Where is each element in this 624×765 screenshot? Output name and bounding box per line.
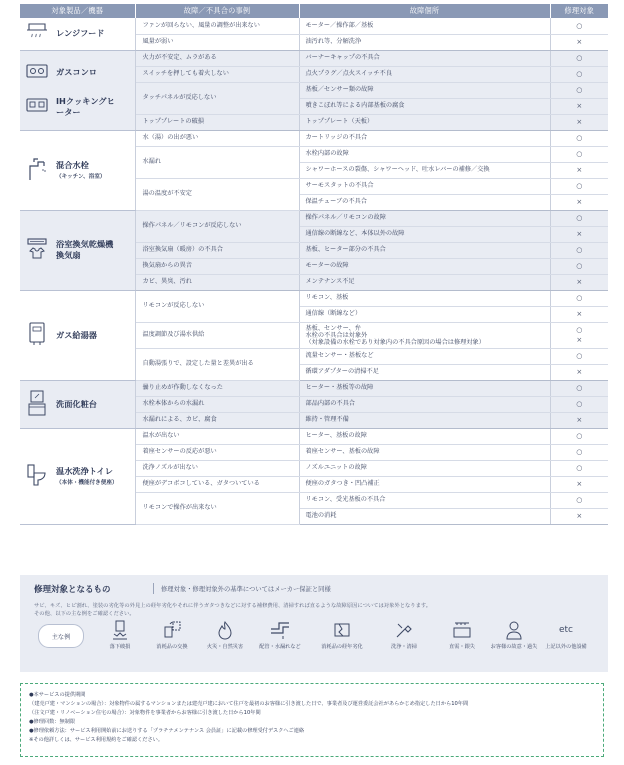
part-cell: 操作パネル／リモコンの故障 [299, 210, 550, 226]
repair-target-table [20, 4, 608, 525]
part-line-1: 基板、センサー、弁 [305, 324, 361, 332]
scope-item [195, 619, 255, 651]
issue-cell: 操作パネル／リモコンが反応しない [135, 210, 299, 242]
target-mark: × [550, 364, 608, 380]
notes-line: ●本サービスの提供期間 [29, 692, 86, 698]
issue-cell: 風量が弱い [135, 34, 299, 50]
product-name: 温水洗浄トイレ [56, 465, 113, 476]
target-mark: ○ [550, 492, 608, 508]
part-cell: 水栓内部の故障 [299, 146, 550, 162]
part-cell: バーナーキャップの不具合 [299, 50, 550, 66]
notes-line: ●修理依頼方法：サービス利用開始前にお送りする「プラチナメンテナンス 会員証」に記載の修理受付デスクへご連絡 [29, 728, 305, 734]
part-cell: ヒーター、基板の故障 [299, 428, 550, 444]
scope-item [90, 619, 150, 651]
header-target: 修理対象 [550, 4, 608, 18]
target-mark: ○ [550, 380, 608, 396]
product-gas-stove-ih [20, 50, 135, 130]
target-mark: × [550, 34, 608, 50]
part-cell: 電池の消耗 [299, 508, 550, 524]
part-cell: メンテナンス不足 [299, 274, 550, 290]
scope-item-label: 火災・自然災害 [206, 644, 244, 650]
etc-icon: etc [558, 625, 573, 635]
consumable-swap-icon [161, 619, 183, 641]
target-mark: ○ [550, 146, 608, 162]
notes-line: （注文戸建・リノベーション住宅の場合）：対象物件を事業者からお客様に引き渡した日から10年間 [29, 710, 261, 716]
issue-cell: 換気扇からの異音 [135, 258, 299, 274]
issue-cell: 温水が出ない [135, 428, 299, 444]
product-name: 混合水栓 [56, 159, 89, 170]
issue-cell: 水漏れ [135, 146, 299, 178]
part-line-2: 水栓の不具合は対象外 [305, 331, 368, 339]
water-heater-icon [26, 321, 48, 350]
issue-cell: ファンが回らない、風量の調整が出来ない [135, 18, 299, 34]
part-cell: 基板／センサー類の故障 [299, 82, 550, 98]
scope-item-label: 落下破損 [109, 644, 131, 650]
scope-item [250, 619, 310, 651]
part-cell: 流量センサー・基板など [299, 348, 550, 364]
header-product: 対象製品／機器 [20, 4, 135, 18]
scope-item [142, 619, 202, 651]
pipe-leak-icon [269, 619, 291, 641]
target-mark: ○ [550, 242, 608, 258]
part-cell: 部品内部の不具合 [299, 396, 550, 412]
part-cell: モーターの故障 [299, 258, 550, 274]
gas-stove-icon [26, 63, 48, 82]
part-cell: モーター／操作部／基板 [299, 18, 550, 34]
scope-description: サビ、キズ、ヒビ割れ、塗装の劣化等の外見上の経年劣化やそれに伴うガタつきなどに対する補修費用、清掃すれば直るような故障原因については対象外となります。 [34, 603, 432, 609]
target-mark: ○ [550, 130, 608, 146]
part-cell: 通信線の断線など、本体以外の故障 [299, 226, 550, 242]
part-cell: シャワーホースの裂傷、シャワーヘッド、吐水レバーの補修／交換 [299, 162, 550, 178]
product-bath-dryer [20, 210, 135, 290]
scope-item [374, 619, 434, 651]
header-issue: 故障／不具合の事例 [135, 4, 299, 18]
part-cell: カートリッジの不具合 [299, 130, 550, 146]
customer-fault-icon [503, 619, 525, 641]
product-faucet [20, 130, 135, 210]
vanity-icon [26, 389, 48, 420]
part-cell: リモコン、基板 [299, 290, 550, 306]
scope-item [484, 619, 544, 651]
scope-item [312, 619, 372, 651]
issue-cell: リモコンが反応しない [135, 290, 299, 322]
target-mark: × [550, 226, 608, 242]
product-toilet [20, 428, 135, 524]
issue-cell: リモコンで操作が出来ない [135, 492, 299, 524]
issue-cell: 水栓本体からの水漏れ [135, 396, 299, 412]
scope-title: 修理対象となるもの [34, 585, 111, 595]
scope-item-label: 直需・銀失 [449, 644, 475, 650]
notes-line: （建売戸建・マンションの場合）：対象物件の属するマンションまたは建売戸建において住戸を最初のお客様に引き渡した日で、事業者及び運営委託会社があらかじめ指定した日から10年間 [29, 701, 469, 707]
toilet-icon [26, 462, 48, 491]
product-name: ガスコンロ [56, 66, 97, 77]
part-cell: 着座センサー、基板の故障 [299, 444, 550, 460]
part-cell: サーモスタットの不具合 [299, 178, 550, 194]
part-cell: 基板、ヒーター部分の不具合 [299, 242, 550, 258]
product-name: 浴室換気乾燥機 [56, 239, 114, 249]
part-cell [299, 322, 550, 348]
target-mark: ○ [550, 348, 608, 364]
target-mark: ○ [550, 210, 608, 226]
issue-cell: 便座がデコボコしている、ガタついている [135, 476, 299, 492]
issue-cell: 浴室換気扇（暖房）の不具合 [135, 242, 299, 258]
product-water-heater [20, 290, 135, 380]
faucet-icon [26, 156, 48, 185]
repair-scope-panel [20, 575, 608, 672]
part-line-3: （対象設備の水栓であり対象内の不具合原因の場合は修理対象） [305, 338, 485, 346]
issue-cell: 湯の温度が不安定 [135, 178, 299, 210]
part-cell: 維持・管理不備 [299, 412, 550, 428]
target-mark: ○ [550, 66, 608, 82]
product-range-hood [20, 18, 135, 50]
target-mark [550, 322, 608, 348]
part-cell: トッププレート（天板） [299, 114, 550, 130]
part-cell: 保温チューブの不具合 [299, 194, 550, 210]
scope-item [536, 619, 596, 651]
aging-wear-icon [331, 619, 353, 641]
notes-line: ※その他詳しくは、サービス利用規約をご確認ください。 [29, 737, 164, 743]
scope-item [432, 619, 492, 651]
scope-item-label: 洗浄・清掃 [391, 644, 417, 650]
issue-cell: トッププレートの破損 [135, 114, 299, 130]
scope-divider [153, 583, 154, 594]
bath-dryer-icon [26, 237, 48, 264]
product-name: レンジフード [56, 28, 105, 39]
target-mark: × [550, 98, 608, 114]
issue-cell: 水（湯）の出が悪い [135, 130, 299, 146]
range-hood-icon [26, 22, 48, 45]
issue-cell: 火力が不安定、ムラがある [135, 50, 299, 66]
fire-disaster-icon [214, 619, 236, 641]
part-cell: ノズルユニットの故障 [299, 460, 550, 476]
product-vanity [20, 380, 135, 428]
target-mark: ○ [550, 444, 608, 460]
scope-item-label: 上記以外の他設備 [545, 644, 587, 650]
product-sub: （本体・機能付き便座） [56, 479, 118, 486]
product-sub: （キッチン、浴室） [56, 173, 106, 180]
part-cell: ヒーター・基板等の故障 [299, 380, 550, 396]
header-part: 故障個所 [299, 4, 550, 18]
part-cell: 通信線（断線など） [299, 306, 550, 322]
target-mark: × [550, 114, 608, 130]
scope-description-2: その他、以下の主な例をご確認ください。 [34, 611, 135, 617]
part-cell: 噴きこぼれ等による内部基板の腐食 [299, 98, 550, 114]
product-name-b: 換気扇 [56, 250, 81, 260]
target-mark: × [550, 162, 608, 178]
scope-title-note: 修理対象・修理対象外の基準についてはメーカー保証と同様 [161, 586, 331, 593]
target-mark: × [550, 306, 608, 322]
service-notes [20, 683, 604, 757]
target-mark: ○ [550, 396, 608, 412]
product-name: 洗面化粧台 [56, 398, 97, 409]
ih-cooktop-icon [26, 97, 48, 116]
scope-item-label: お客様の故意・過失 [490, 644, 538, 650]
cleaning-tools-icon [393, 619, 415, 641]
notes-line: ●修理回数：無制限 [29, 719, 76, 725]
part-cell: 点火プラグ／点火スイッチ不良 [299, 66, 550, 82]
issue-cell: 温度調節及び湯水供給 [135, 322, 299, 348]
issue-cell: タッチパネルが反応しない [135, 82, 299, 114]
target-mark: ○ [550, 258, 608, 274]
part-cell: リモコン、受光基板の不具合 [299, 492, 550, 508]
part-cell: 便座のガタつき・凹凸補正 [299, 476, 550, 492]
target-mark: ○ [550, 50, 608, 66]
issue-cell: 自動湯張りで、設定した量と差異が出る [135, 348, 299, 380]
issue-cell: 曇り止めが作動しなくなった [135, 380, 299, 396]
drop-damage-icon [109, 619, 131, 641]
target-mark: × [550, 412, 608, 428]
installation-icon [451, 619, 473, 641]
product-name-2: IHクッキングヒーター [56, 95, 115, 117]
scope-item-label: 消耗品の交換 [156, 644, 188, 650]
issue-cell: 着座センサーの反応が悪い [135, 444, 299, 460]
issue-cell: 水漏れによる、カビ、腐食 [135, 412, 299, 428]
target-mark: ○ [550, 460, 608, 476]
scope-item-label: 配管・水漏れなど [259, 644, 301, 650]
target-mark: ○ [550, 290, 608, 306]
scope-item-label: 消耗品の経年劣化 [321, 644, 363, 650]
target-mark: × [550, 194, 608, 210]
part-cell: 循環アダプターの清掃不足 [299, 364, 550, 380]
examples-badge: 主な例 [38, 624, 84, 648]
issue-cell: スイッチを押しても着火しない [135, 66, 299, 82]
part-cell: 油汚れ等、分解洗浄 [299, 34, 550, 50]
target-mark: ○ [550, 82, 608, 98]
target-mark: × [550, 274, 608, 290]
issue-cell: 洗浄ノズルが出ない [135, 460, 299, 476]
mark-1: ○ [576, 326, 583, 334]
target-mark: ○ [550, 178, 608, 194]
issue-cell: カビ、異臭、汚れ [135, 274, 299, 290]
target-mark: ○ [550, 18, 608, 34]
target-mark: × [550, 508, 608, 524]
target-mark: × [550, 476, 608, 492]
target-mark: ○ [550, 428, 608, 444]
mark-2: × [576, 336, 583, 344]
product-name: ガス給湯器 [56, 329, 97, 340]
